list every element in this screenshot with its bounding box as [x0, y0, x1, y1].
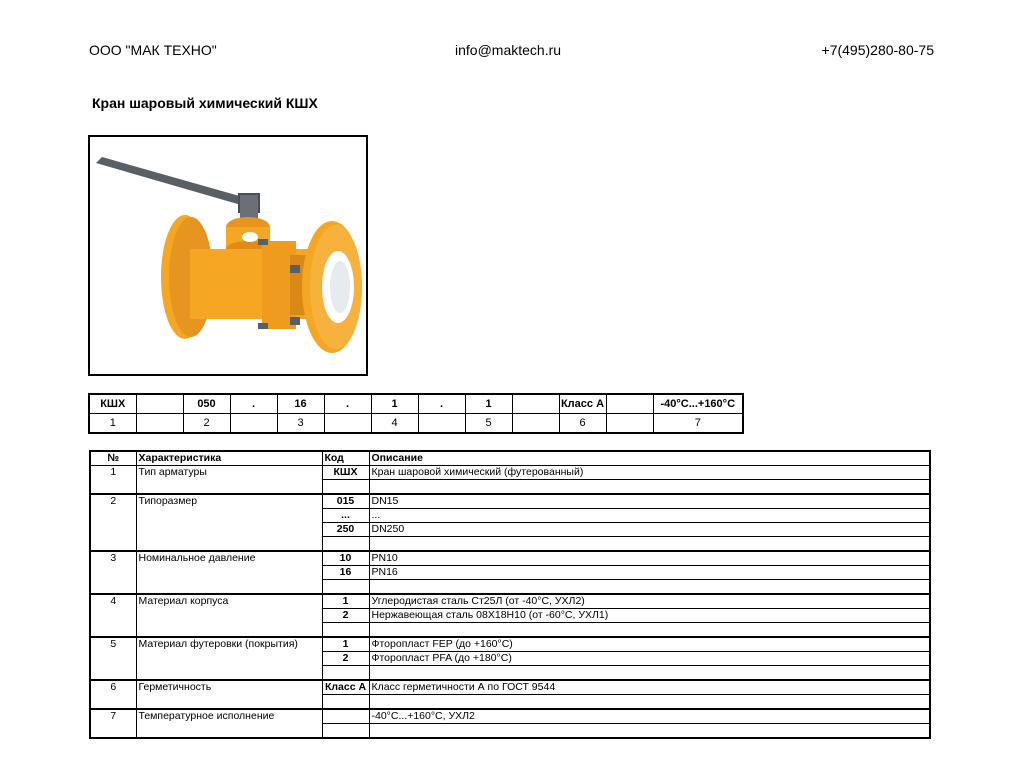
- spec-description: DN250: [369, 523, 930, 537]
- position-cell: [418, 414, 465, 434]
- code-positions-row: [89, 414, 743, 434]
- spec-description: -40°С...+160°С, УХЛ2: [369, 709, 930, 724]
- spec-code: ...: [322, 509, 369, 523]
- spec-characteristic: [136, 509, 322, 523]
- spec-code: [322, 537, 369, 552]
- spec-num: [90, 480, 136, 495]
- spec-num: 4: [90, 594, 136, 609]
- order-code-table: [88, 393, 744, 434]
- header-characteristic: Характеристика: [136, 451, 322, 466]
- spec-header-row: [90, 451, 930, 466]
- code-cell: -40°С...+160°С: [653, 394, 743, 414]
- company-name: ООО "МАК ТЕХНО": [89, 42, 217, 58]
- spec-description: Фторопласт FEP (до +160°С): [369, 637, 930, 652]
- table-row: [90, 695, 930, 710]
- table-row: [90, 466, 930, 480]
- code-cell: .: [418, 394, 465, 414]
- spec-num: 3: [90, 551, 136, 566]
- spec-description: [369, 666, 930, 681]
- header-num: №: [90, 451, 136, 466]
- spec-code: 015: [322, 494, 369, 509]
- spec-characteristic: Тип арматуры: [136, 466, 322, 480]
- table-row: [90, 724, 930, 739]
- spec-num: [90, 666, 136, 681]
- spec-characteristic: [136, 566, 322, 580]
- spec-description: PN10: [369, 551, 930, 566]
- spec-description: Углеродистая сталь Ст25Л (от -40°С, УХЛ2): [369, 594, 930, 609]
- spec-characteristic: Герметичность: [136, 680, 322, 695]
- table-row: [90, 480, 930, 495]
- spec-description: [369, 580, 930, 595]
- position-cell: [512, 414, 559, 434]
- spec-code: 1: [322, 594, 369, 609]
- product-photo: [88, 135, 368, 376]
- spec-description: ...: [369, 509, 930, 523]
- spec-num: [90, 652, 136, 666]
- spec-code: [322, 666, 369, 681]
- code-cell: 1: [465, 394, 512, 414]
- table-row: [90, 537, 930, 552]
- spec-table: [89, 450, 931, 739]
- spec-characteristic: [136, 695, 322, 710]
- spec-description: [369, 695, 930, 710]
- spec-num: [90, 509, 136, 523]
- code-values-row: [89, 394, 743, 414]
- spec-characteristic: Материал корпуса: [136, 594, 322, 609]
- position-cell: 4: [371, 414, 418, 434]
- code-cell: [136, 394, 183, 414]
- spec-num: 7: [90, 709, 136, 724]
- position-cell: [324, 414, 371, 434]
- email-link[interactable]: info@maktech.ru: [455, 42, 562, 58]
- spec-num: [90, 724, 136, 739]
- spec-description: Нержавеющая сталь 08Х18Н10 (от -60°С, УХЛ1): [369, 609, 930, 623]
- header-description: Описание: [369, 451, 930, 466]
- spec-characteristic: [136, 623, 322, 638]
- table-row: [90, 566, 930, 580]
- spec-description: [369, 623, 930, 638]
- table-row: [90, 580, 930, 595]
- spec-characteristic: Температурное исполнение: [136, 709, 322, 724]
- table-row: [90, 623, 930, 638]
- spec-description: Фторопласт PFA (до +180°С): [369, 652, 930, 666]
- code-cell: Класс А: [559, 394, 606, 414]
- spec-code: [322, 724, 369, 739]
- spec-code: [322, 580, 369, 595]
- table-row: [90, 494, 930, 509]
- position-cell: 6: [559, 414, 606, 434]
- handle-lever: [96, 157, 250, 207]
- spec-code: 250: [322, 523, 369, 537]
- spec-description: Класс герметичности А по ГОСТ 9544: [369, 680, 930, 695]
- spec-code: КШХ: [322, 466, 369, 480]
- code-cell: .: [230, 394, 277, 414]
- spec-code: 16: [322, 566, 369, 580]
- spec-characteristic: [136, 609, 322, 623]
- position-cell: 2: [183, 414, 230, 434]
- spec-characteristic: [136, 523, 322, 537]
- code-cell: 16: [277, 394, 324, 414]
- page-title: Кран шаровый химический КШХ: [92, 95, 318, 111]
- spec-characteristic: Типоразмер: [136, 494, 322, 509]
- ball-valve-illustration: [90, 137, 366, 374]
- table-row: [90, 523, 930, 537]
- spec-description: [369, 480, 930, 495]
- spec-num: 1: [90, 466, 136, 480]
- spec-description: PN16: [369, 566, 930, 580]
- table-row: [90, 609, 930, 623]
- position-cell: [136, 414, 183, 434]
- table-row: [90, 551, 930, 566]
- position-cell: 7: [653, 414, 743, 434]
- spec-description: [369, 537, 930, 552]
- code-cell: КШХ: [89, 394, 136, 414]
- spec-characteristic: [136, 666, 322, 681]
- position-cell: 3: [277, 414, 324, 434]
- position-cell: 5: [465, 414, 512, 434]
- spec-characteristic: [136, 580, 322, 595]
- spec-characteristic: [136, 724, 322, 739]
- spec-description: Кран шаровой химический (футерованный): [369, 466, 930, 480]
- spec-num: [90, 537, 136, 552]
- spec-num: [90, 609, 136, 623]
- code-cell: [512, 394, 559, 414]
- table-row: [90, 709, 930, 724]
- spec-num: [90, 523, 136, 537]
- spec-code: 1: [322, 637, 369, 652]
- phone-number: +7(495)280-80-75: [821, 42, 934, 58]
- spec-code: [322, 695, 369, 710]
- spec-num: 2: [90, 494, 136, 509]
- position-cell: [230, 414, 277, 434]
- spec-num: 5: [90, 637, 136, 652]
- spec-characteristic: Номинальное давление: [136, 551, 322, 566]
- spec-code: 10: [322, 551, 369, 566]
- spec-num: [90, 580, 136, 595]
- table-row: [90, 509, 930, 523]
- code-cell: .: [324, 394, 371, 414]
- code-cell: 050: [183, 394, 230, 414]
- table-row: [90, 680, 930, 695]
- spec-characteristic: [136, 652, 322, 666]
- code-cell: [606, 394, 653, 414]
- position-cell: 1: [89, 414, 136, 434]
- spec-characteristic: Материал футеровки (покрытия): [136, 637, 322, 652]
- spec-code: 2: [322, 652, 369, 666]
- spec-code: Класс А: [322, 680, 369, 695]
- spec-characteristic: [136, 480, 322, 495]
- spec-num: [90, 566, 136, 580]
- spec-num: [90, 623, 136, 638]
- spec-code: [322, 480, 369, 495]
- spec-code: 2: [322, 609, 369, 623]
- table-row: [90, 594, 930, 609]
- spec-code: [322, 623, 369, 638]
- spec-description: [369, 724, 930, 739]
- spec-num: [90, 695, 136, 710]
- spec-num: 6: [90, 680, 136, 695]
- table-row: [90, 666, 930, 681]
- position-cell: [606, 414, 653, 434]
- table-row: [90, 652, 930, 666]
- table-row: [90, 637, 930, 652]
- spec-code: [322, 709, 369, 724]
- header-code: Код: [322, 451, 369, 466]
- spec-characteristic: [136, 537, 322, 552]
- code-cell: 1: [371, 394, 418, 414]
- spec-description: DN15: [369, 494, 930, 509]
